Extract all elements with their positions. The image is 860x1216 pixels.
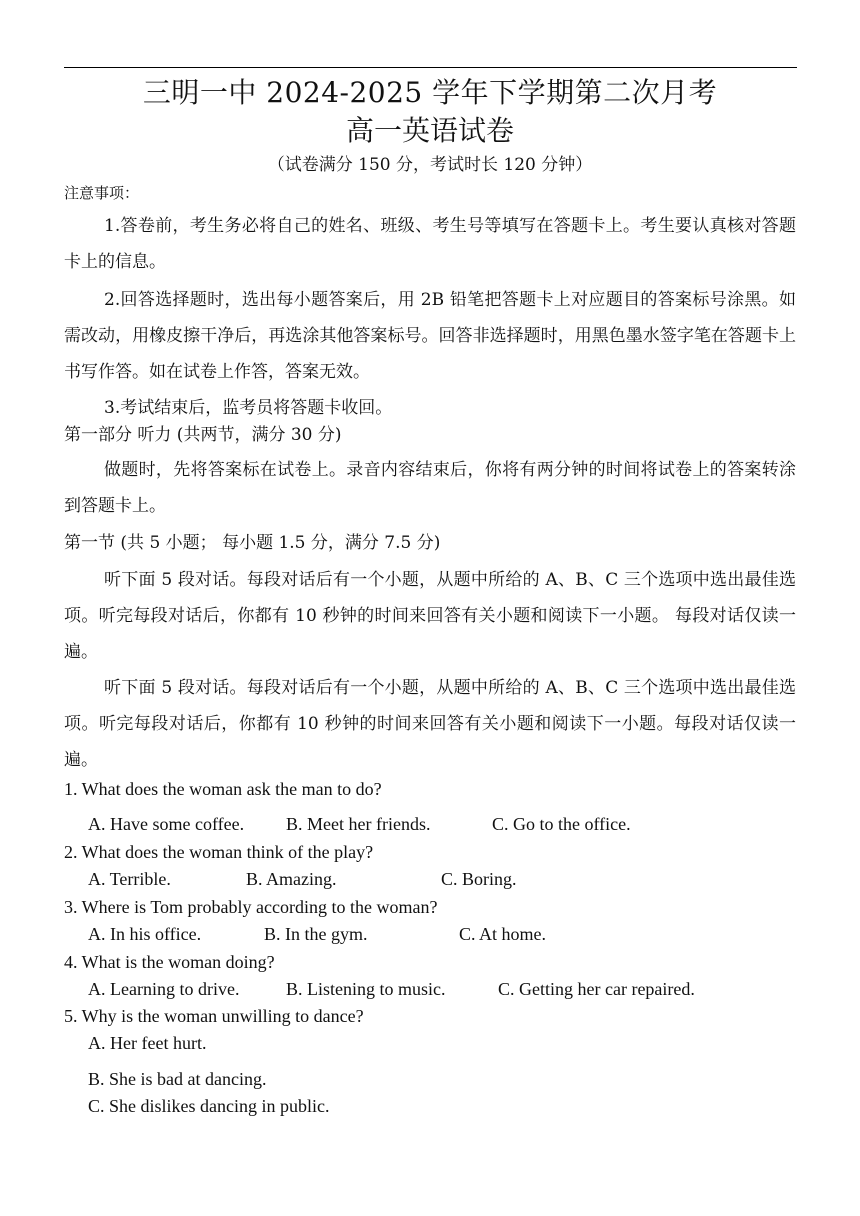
question-3-stem: 3. Where is Tom probably according to the woman?: [64, 897, 438, 917]
question-5-stem: 5. Why is the woman unwilling to dance?: [64, 1006, 364, 1026]
note-item-3: 3.考试结束后，监考员将答题卡收回。: [104, 398, 393, 418]
question-3-option-b: B. In the gym.: [264, 924, 368, 944]
question-2-stem: 2. What does the woman think of the play?: [64, 842, 374, 862]
question-2-option-c: C. Boring.: [441, 869, 517, 889]
question-3-option-a: A. In his office.: [88, 924, 202, 944]
header-rule: [64, 67, 797, 68]
question-2-option-b: B. Amazing.: [246, 869, 337, 889]
question-4-option-c: C. Getting her car repaired.: [498, 979, 695, 999]
note-item-1: 1.答卷前，考生务必将自己的姓名、班级、考生号等填写在答题卡上。考生要认真核对答题卡上的信息。: [64, 216, 796, 272]
part1-heading: 第一部分 听力 (共两节，满分 30 分): [64, 425, 342, 445]
question-5-option-a: A. Her feet hurt.: [88, 1033, 207, 1053]
exam-subject-title: 高一英语试卷: [345, 114, 514, 147]
section1-heading: 第一节 (共 5 小题； 每小题 1.5 分，满分 7.5 分): [64, 533, 441, 553]
notes-heading: 注意事项：: [64, 184, 140, 202]
question-5-option-c: C. She dislikes dancing in public.: [88, 1096, 330, 1116]
question-1-stem: 1. What does the woman ask the man to do?: [64, 779, 382, 799]
section1-instruction-b: 听下面 5 段对话。每段对话后有一个小题，从题中所给的 A、B、C 三个选项中选出最佳选项。听完每段对话后，你都有 10 秒钟的时间来回答有关小题和阅读下一小题。每段对话仅读一遍。: [64, 678, 796, 770]
exam-title: 三明一中 2024-2025 学年下学期第二次月考: [142, 76, 718, 109]
part1-instruction: 做题时，先将答案标在试卷上。录音内容结束后，你将有两分钟的时间将试卷上的答案转涂到答题卡上。: [64, 460, 796, 516]
question-1-option-a: A. Have some coffee.: [88, 814, 245, 834]
question-2-option-a: A. Terrible.: [88, 869, 171, 889]
section1-instruction-a: 听下面 5 段对话。每段对话后有一个小题，从题中所给的 A、B、C 三个选项中选出最佳选项。听完每段对话后，你都有 10 秒钟的时间来回答有关小题和阅读下一小题。 每段对话仅读一遍。: [64, 570, 796, 662]
question-3-option-c: C. At home.: [459, 924, 547, 944]
question-5-option-b: B. She is bad at dancing.: [88, 1069, 267, 1089]
question-1-option-b: B. Meet her friends.: [286, 814, 431, 834]
question-1-option-c: C. Go to the office.: [492, 814, 631, 834]
question-4-stem: 4. What is the woman doing?: [64, 952, 275, 972]
note-item-2: 2.回答选择题时，选出每小题答案后，用 2B 铅笔把答题卡上对应题目的答案标号涂黑。如需改动，用橡皮擦干净后，再选涂其他答案标号。回答非选择题时，用黑色墨水签字笔在答题卡上书写作答。如在试卷上作答，答案无效。: [64, 290, 796, 382]
question-4-option-b: B. Listening to music.: [286, 979, 446, 999]
question-4-option-a: A. Learning to drive.: [88, 979, 240, 999]
exam-subtitle: （试卷满分 150 分，考试时长 120 分钟）: [267, 155, 593, 175]
